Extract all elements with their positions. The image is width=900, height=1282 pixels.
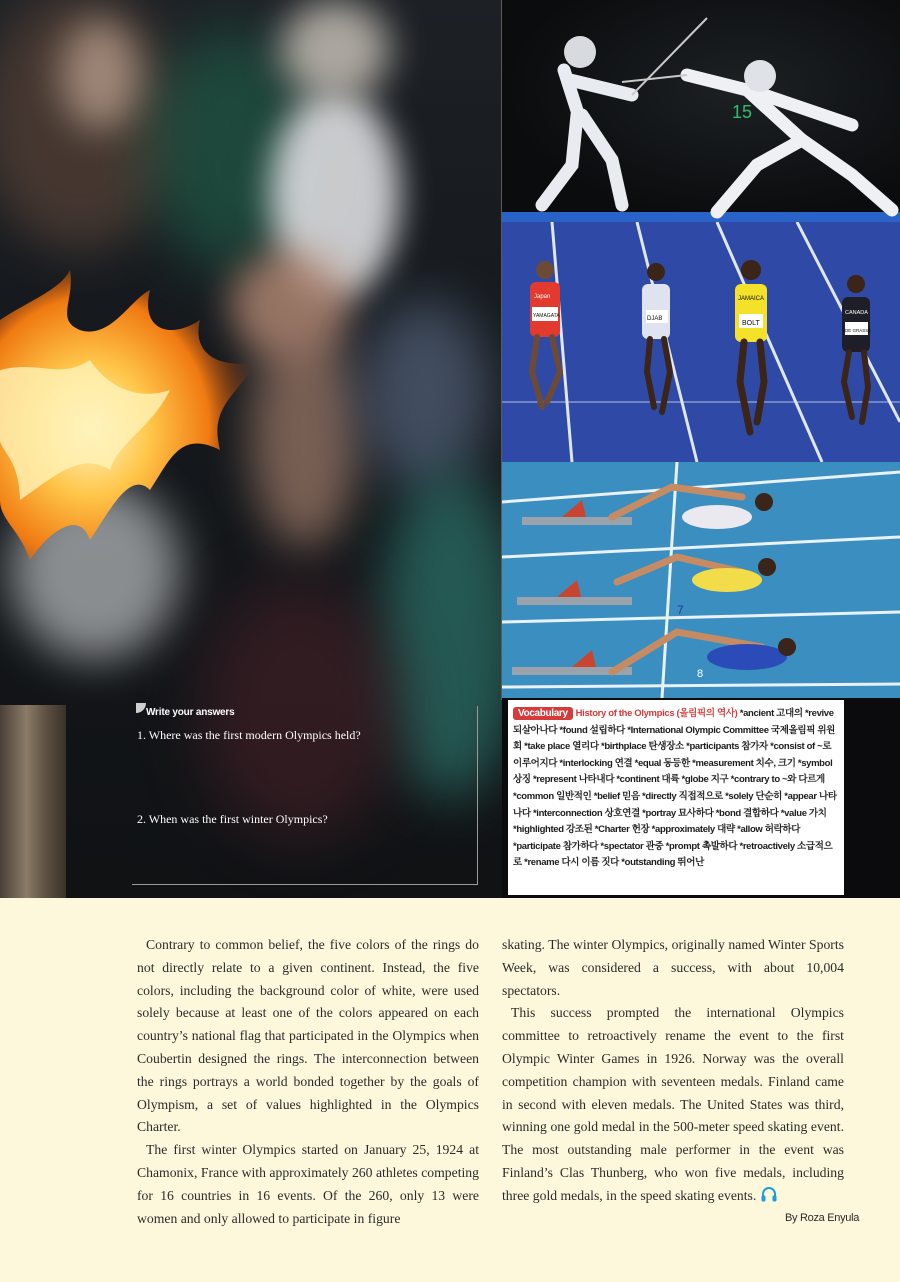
answers-tab-corner	[136, 703, 146, 713]
headphones-icon[interactable]	[760, 1186, 778, 1202]
bib-number: 8	[697, 668, 704, 680]
bib-name: BOLT	[742, 320, 760, 327]
vocabulary-box	[508, 700, 844, 895]
bib-name: YAMAGATA	[533, 313, 560, 319]
article-paragraph-text: This success prompted the international Olympics committee to retroactively rename the event to the first Olympic Winter Games in 1926. Norway was the overall competition champion with seventeen medals. Finland came in second with eleven medals. The United States was third, winning one gold medal in the 500-meter speed skating event. The most outstanding male performer in the event was Finland’s Clas Thunberg, who won five medals, including three gold medals, in the speed skating events.	[502, 1005, 844, 1203]
vocabulary-list: *ancient 고대의 *revive 되살아나다 *found 설립하다 *International Olympic Committee 국제올림픽 위원회 *take place 열리다 *birthplace 탄생장소 *participants 참가자 *consist of ~로 이루어지다 *interlocking 연결 *equal 동등한 *measurement 치수, 크기 *symbol 상징 *represent 나타내다 *continent 대륙 *globe 지구 *contrary to ~와 다르게 *common 일반적인 *belief 믿음 *directly 직접적으로 *solely 단순히 *appear 나타나다 *interconnection 상호연결 *portray 묘사하다 *bond 결합하다 *value 가치 *highlighted 강조된 *Charter 헌장 *approximately 대략 *allow 허락하다 *participate 참가하다 *spectator 관중 *prompt 촉발하다 *retroactively 소급적으로 *rename 다시 이름 짓다 *outstanding 뛰어난	[513, 708, 837, 869]
bib-country: JAMAICA	[738, 296, 765, 302]
torch-handle	[0, 705, 66, 898]
svg-text:15: 15	[732, 102, 753, 122]
sprint-photo	[502, 222, 900, 462]
fencing-photo	[502, 0, 900, 222]
question-1: 1. Where was the first modern Olympics held?	[137, 728, 361, 742]
article-paragraph: skating. The winter Olympics, originally named Winter Sports Week, was considered a success, with about 10,004 spectators.	[502, 937, 844, 998]
torch-flame	[0, 260, 270, 580]
answers-header: Write your answers	[146, 707, 235, 718]
bib-country: CANADA	[845, 310, 868, 316]
starting-blocks-photo	[502, 462, 900, 698]
photo-divider	[501, 0, 502, 700]
vocabulary-badge: Vocabulary	[513, 707, 573, 720]
article-paragraph: The first winter Olympics started on January 25, 1924 at Chamonix, France with approximately 260 athletes competing for 16 countries in 16 events. Of the 260, only 13 were women and only allowed to participate in figure	[137, 1142, 479, 1226]
article-paragraph: Contrary to common belief, the five colors of the rings do not directly relate to a given continent. Instead, the five colors, including the background color of white, were used solely because at least one of the colors appeared on each country’s national flag that participated in the Olympics when Coubertin designed the rings. The interconnection between the rings portrays a world bonded together by the goals of Olympism, a set of values highlighted in the Olympics Charter.	[137, 937, 479, 1135]
answers-box	[132, 706, 478, 885]
article-column-left	[137, 934, 479, 1230]
vocabulary-title: History of the Olympics (올림픽의 역사)	[575, 708, 738, 719]
bib-country: Japan	[534, 294, 551, 300]
article-column-right	[502, 934, 844, 1208]
byline: By Roza Enyula	[785, 1212, 860, 1224]
bib-number: 7	[677, 603, 684, 617]
bib-name: DE GRASSE	[845, 328, 872, 333]
vocabulary-text	[513, 706, 839, 872]
article-paragraph-last	[502, 1002, 844, 1207]
question-2: 2. When was the first winter Olympics?	[137, 812, 328, 826]
bib-name: DJAB	[647, 316, 663, 322]
